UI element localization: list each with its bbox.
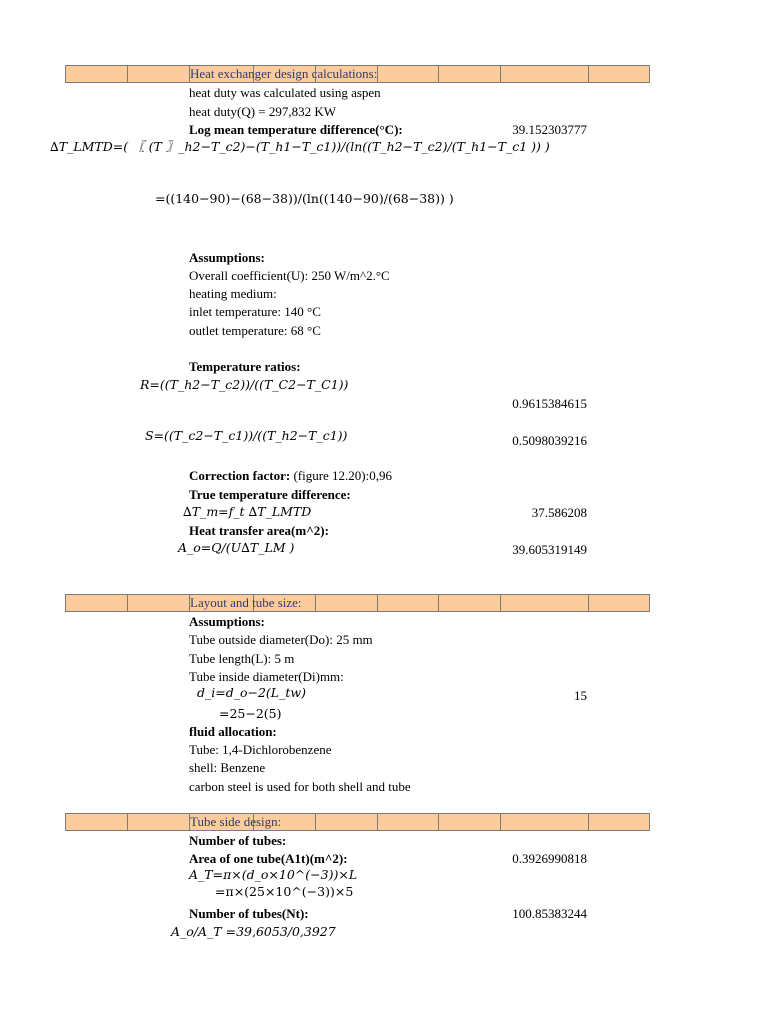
true-temperature-formula: ∆T_m=f_t ∆T_LMTD	[183, 504, 312, 519]
section-title: Layout and tube size:	[190, 595, 302, 610]
section-title: Tube side design:	[190, 814, 282, 829]
correction-factor-label: Correction factor:	[189, 468, 291, 483]
heat-transfer-area-value: 39.605319149	[512, 542, 587, 557]
lmtd-formula: ∆T_LMTD=( 〖 (T 〗_h2−T_c2)−(T_h1−T_c1))/(ln((T_h2−T_c2)/(T_h1−T_c1 )) )	[50, 139, 550, 154]
lmtd-heading: Log mean temperature difference(°C):	[189, 122, 403, 137]
lmtd-substitution: =((140−90)−(68−38))/(ln((140−90)/(68−38)) )	[155, 191, 454, 206]
s-value: 0.5098039216	[512, 433, 587, 448]
section-header-band	[65, 65, 650, 83]
fluid-allocation-text: Tube: 1,4-Dichlorobenzene	[189, 742, 332, 757]
lmtd-value: 39.152303777	[512, 122, 587, 137]
section-header-band	[65, 594, 650, 612]
heat-duty-source-text: heat duty was calculated using aspen	[189, 85, 381, 100]
tube-inside-diameter-text: Tube inside diameter(Di)mm:	[189, 669, 344, 684]
fluid-allocation-text: carbon steel is used for both shell and tube	[189, 779, 411, 794]
temperature-ratios-heading: Temperature ratios:	[189, 359, 301, 374]
correction-factor-text	[189, 468, 392, 484]
assumption-text: inlet temperature: 140 °C	[189, 304, 321, 319]
area-one-tube-substitution: =π×(25×10^(−3))×5	[215, 884, 354, 899]
tube-outside-diameter-text: Tube outside diameter(Do): 25 mm	[189, 632, 373, 647]
heat-duty-text: heat duty(Q) = 297,832 KW	[189, 104, 337, 119]
inside-diameter-formula: d_i=d_o−2(L_tw)	[197, 685, 306, 700]
s-formula: S=((T_c2−T_c1))/((T_h2−T_c1))	[145, 428, 348, 443]
number-of-tubes-formula: A_o/A_T =39,6053/0,3927	[171, 924, 336, 939]
r-formula: R=((T_h2−T_c2))/((T_C2−T_C1))	[140, 377, 349, 392]
assumption-text: outlet temperature: 68 °C	[189, 323, 321, 338]
number-of-tubes-nt-heading: Number of tubes(Nt):	[189, 906, 309, 921]
area-one-tube-heading: Area of one tube(A1t)(m^2):	[189, 851, 348, 866]
true-temperature-value: 37.586208	[531, 505, 587, 520]
r-value: 0.9615384615	[512, 396, 587, 411]
assumptions-heading: Assumptions:	[189, 614, 265, 629]
inside-diameter-value: 15	[574, 688, 587, 703]
section-header-band	[65, 813, 650, 831]
true-temperature-heading: True temperature difference:	[189, 487, 351, 502]
area-one-tube-value: 0.3926990818	[512, 851, 587, 866]
tube-length-text: Tube length(L): 5 m	[189, 651, 295, 666]
assumption-text: Overall coefficient(U): 250 W/m^2.°C	[189, 268, 390, 283]
fluid-allocation-heading: fluid allocation:	[189, 724, 277, 739]
correction-factor-value: (figure 12.20):0,96	[290, 468, 392, 483]
number-of-tubes-heading: Number of tubes:	[189, 833, 287, 848]
section-title: Heat exchanger design calculations:	[190, 66, 378, 81]
assumptions-heading: Assumptions:	[189, 250, 265, 265]
area-one-tube-formula: A_T=π×(d_o×10^(−3))×L	[189, 867, 358, 882]
inside-diameter-substitution: =25−2(5)	[219, 706, 282, 721]
heat-transfer-area-formula: A_o=Q/(U∆T_LM )	[178, 540, 295, 555]
number-of-tubes-value: 100.85383244	[512, 906, 587, 921]
heat-transfer-area-heading: Heat transfer area(m^2):	[189, 523, 329, 538]
fluid-allocation-text: shell: Benzene	[189, 760, 266, 775]
assumption-text: heating medium:	[189, 286, 277, 301]
